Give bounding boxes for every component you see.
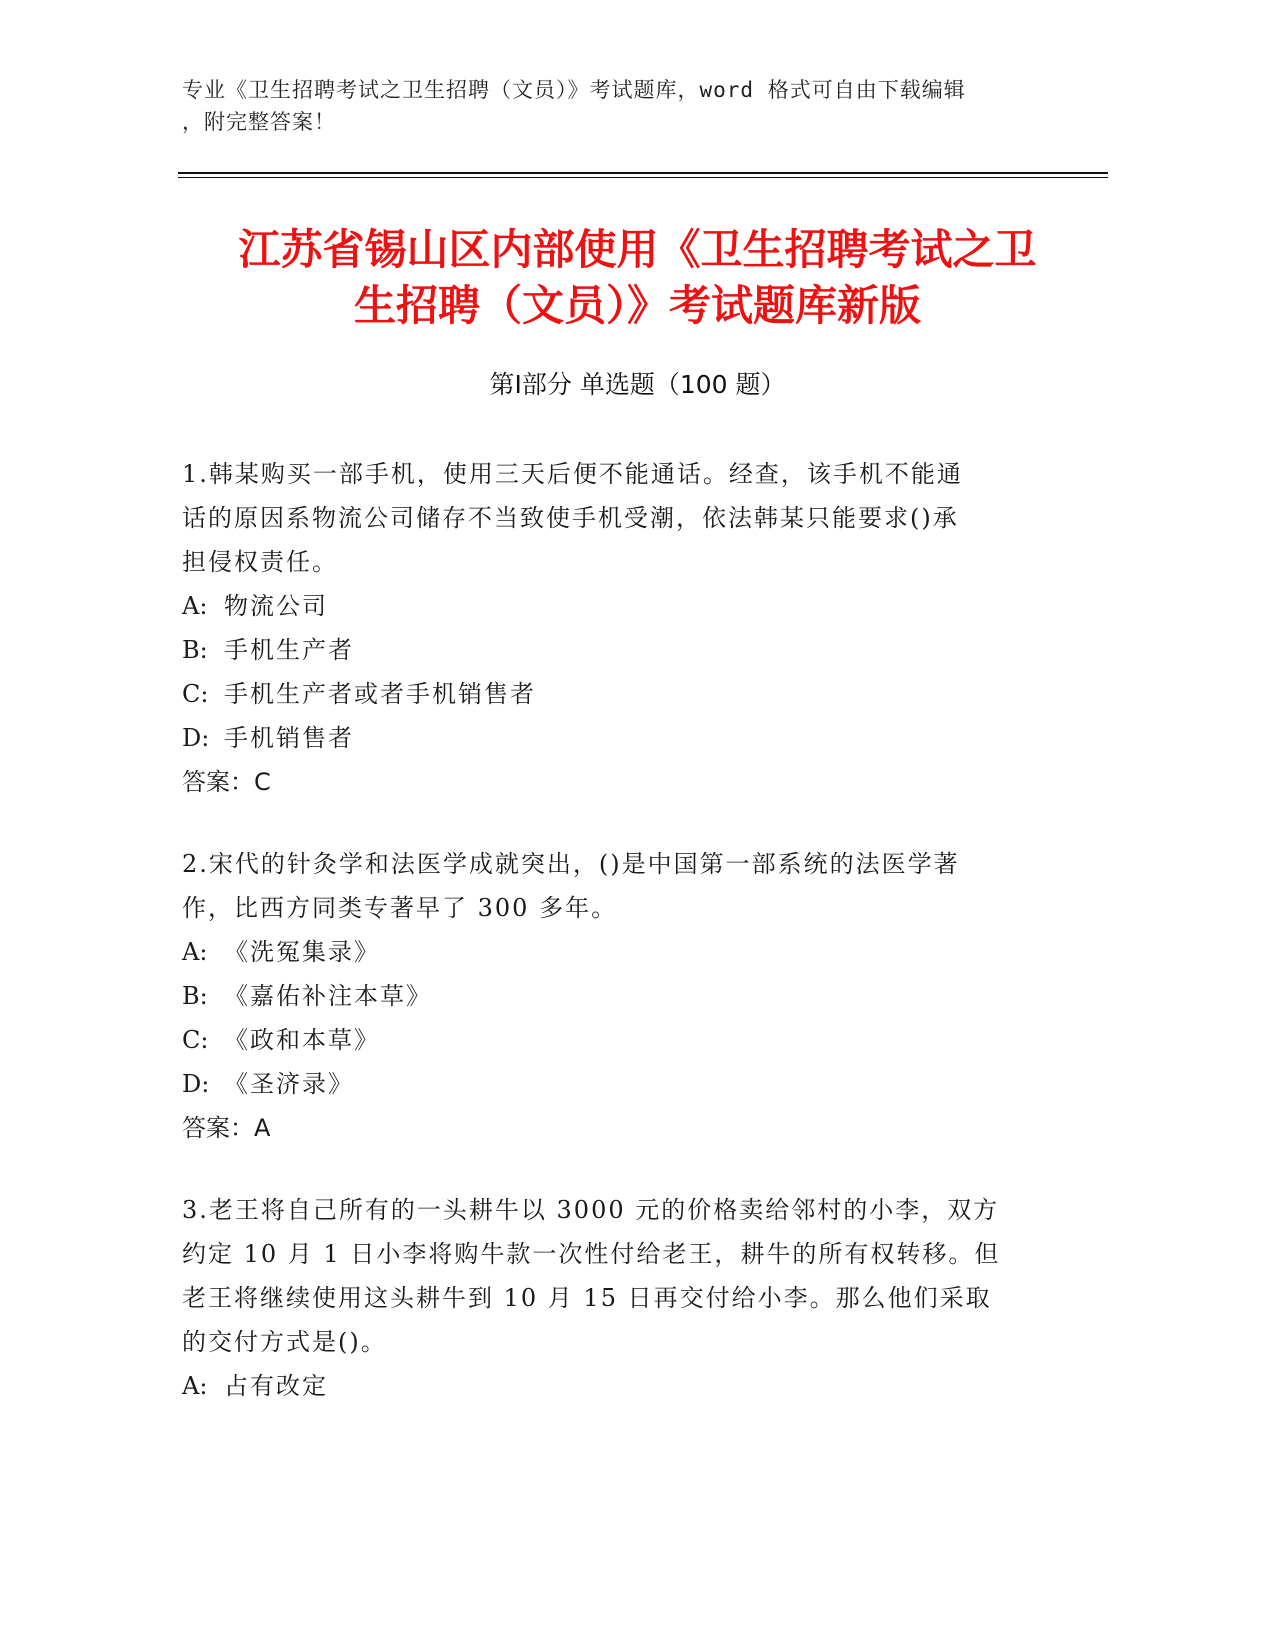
option-c [182,1018,1062,1062]
option-b [182,974,1062,1018]
option-text: 《嘉佑补注本草》 [224,982,432,1010]
option-text: 《洗冤集录》 [224,938,380,966]
answer-line: 答案：C [182,768,271,796]
option-letter: C: [182,1026,209,1054]
option-d [182,1062,1062,1106]
answer-line: 答案：A [182,1114,271,1142]
question-stem [182,842,1062,930]
option-letter: A: [182,592,208,620]
stem-line: 1.韩某购买一部手机，使用三天后便不能通话。经查，该手机不能通 [182,460,963,488]
option-letter: A: [182,938,208,966]
option-a [182,930,1062,974]
option-letter: A: [182,1372,208,1400]
header-note-line-2: ，附完整答案！ [182,110,336,134]
option-a [182,1364,1062,1408]
header-rule-thick [178,172,1108,174]
section-heading: 第Ⅰ部分 单选题（100 题） [489,370,786,399]
option-c [182,672,1062,716]
option-text: 占有改定 [224,1372,328,1400]
option-letter: D: [182,1070,210,1098]
header-note-line-1: 专业《卫生招聘考试之卫生招聘（文员）》考试题库，word 格式可自由下载编辑 [182,78,966,102]
option-letter: D: [182,724,210,752]
stem-line: 约定 10 月 1 日小李将购牛款一次性付给老王，耕牛的所有权转移。但 [182,1240,1001,1268]
question-list [182,452,1062,1446]
question-3 [182,1188,1062,1408]
question-stem [182,452,1062,584]
question-2 [182,842,1062,1150]
stem-line: 3.老王将自己所有的一头耕牛以 3000 元的价格卖给邻村的小李，双方 [182,1196,1000,1224]
option-text: 《圣济录》 [224,1070,354,1098]
stem-line: 担侵权责任。 [182,548,338,576]
option-a [182,584,1062,628]
question-1 [182,452,1062,804]
option-text: 物流公司 [224,592,328,620]
option-d [182,716,1062,760]
header-note [182,74,1042,138]
document-title [150,222,1125,334]
stem-line: 老王将继续使用这头耕牛到 10 月 15 日再交付给小李。那么他们采取 [182,1284,992,1312]
option-letter: B: [182,636,208,664]
option-text: 手机生产者或者手机销售者 [224,680,536,708]
document-title-line-1: 江苏省锡山区内部使用《卫生招聘考试之卫 [238,225,1037,274]
document-title-line-2: 生招聘（文员）》考试题库新版 [353,281,921,330]
question-stem [182,1188,1062,1364]
stem-line: 2.宋代的针灸学和法医学成就突出，()是中国第一部系统的法医学著 [182,850,960,878]
header-rule-thin [178,177,1108,178]
stem-line: 作，比西方同类专著早了 300 多年。 [182,894,618,922]
option-b [182,628,1062,672]
stem-line: 话的原因系物流公司储存不当致使手机受潮，依法韩某只能要求()承 [182,504,959,532]
option-text: 《政和本草》 [224,1026,380,1054]
option-letter: B: [182,982,208,1010]
option-letter: C: [182,680,209,708]
stem-line: 的交付方式是()。 [182,1328,387,1356]
option-text: 手机生产者 [224,636,354,664]
option-text: 手机销售者 [224,724,354,752]
